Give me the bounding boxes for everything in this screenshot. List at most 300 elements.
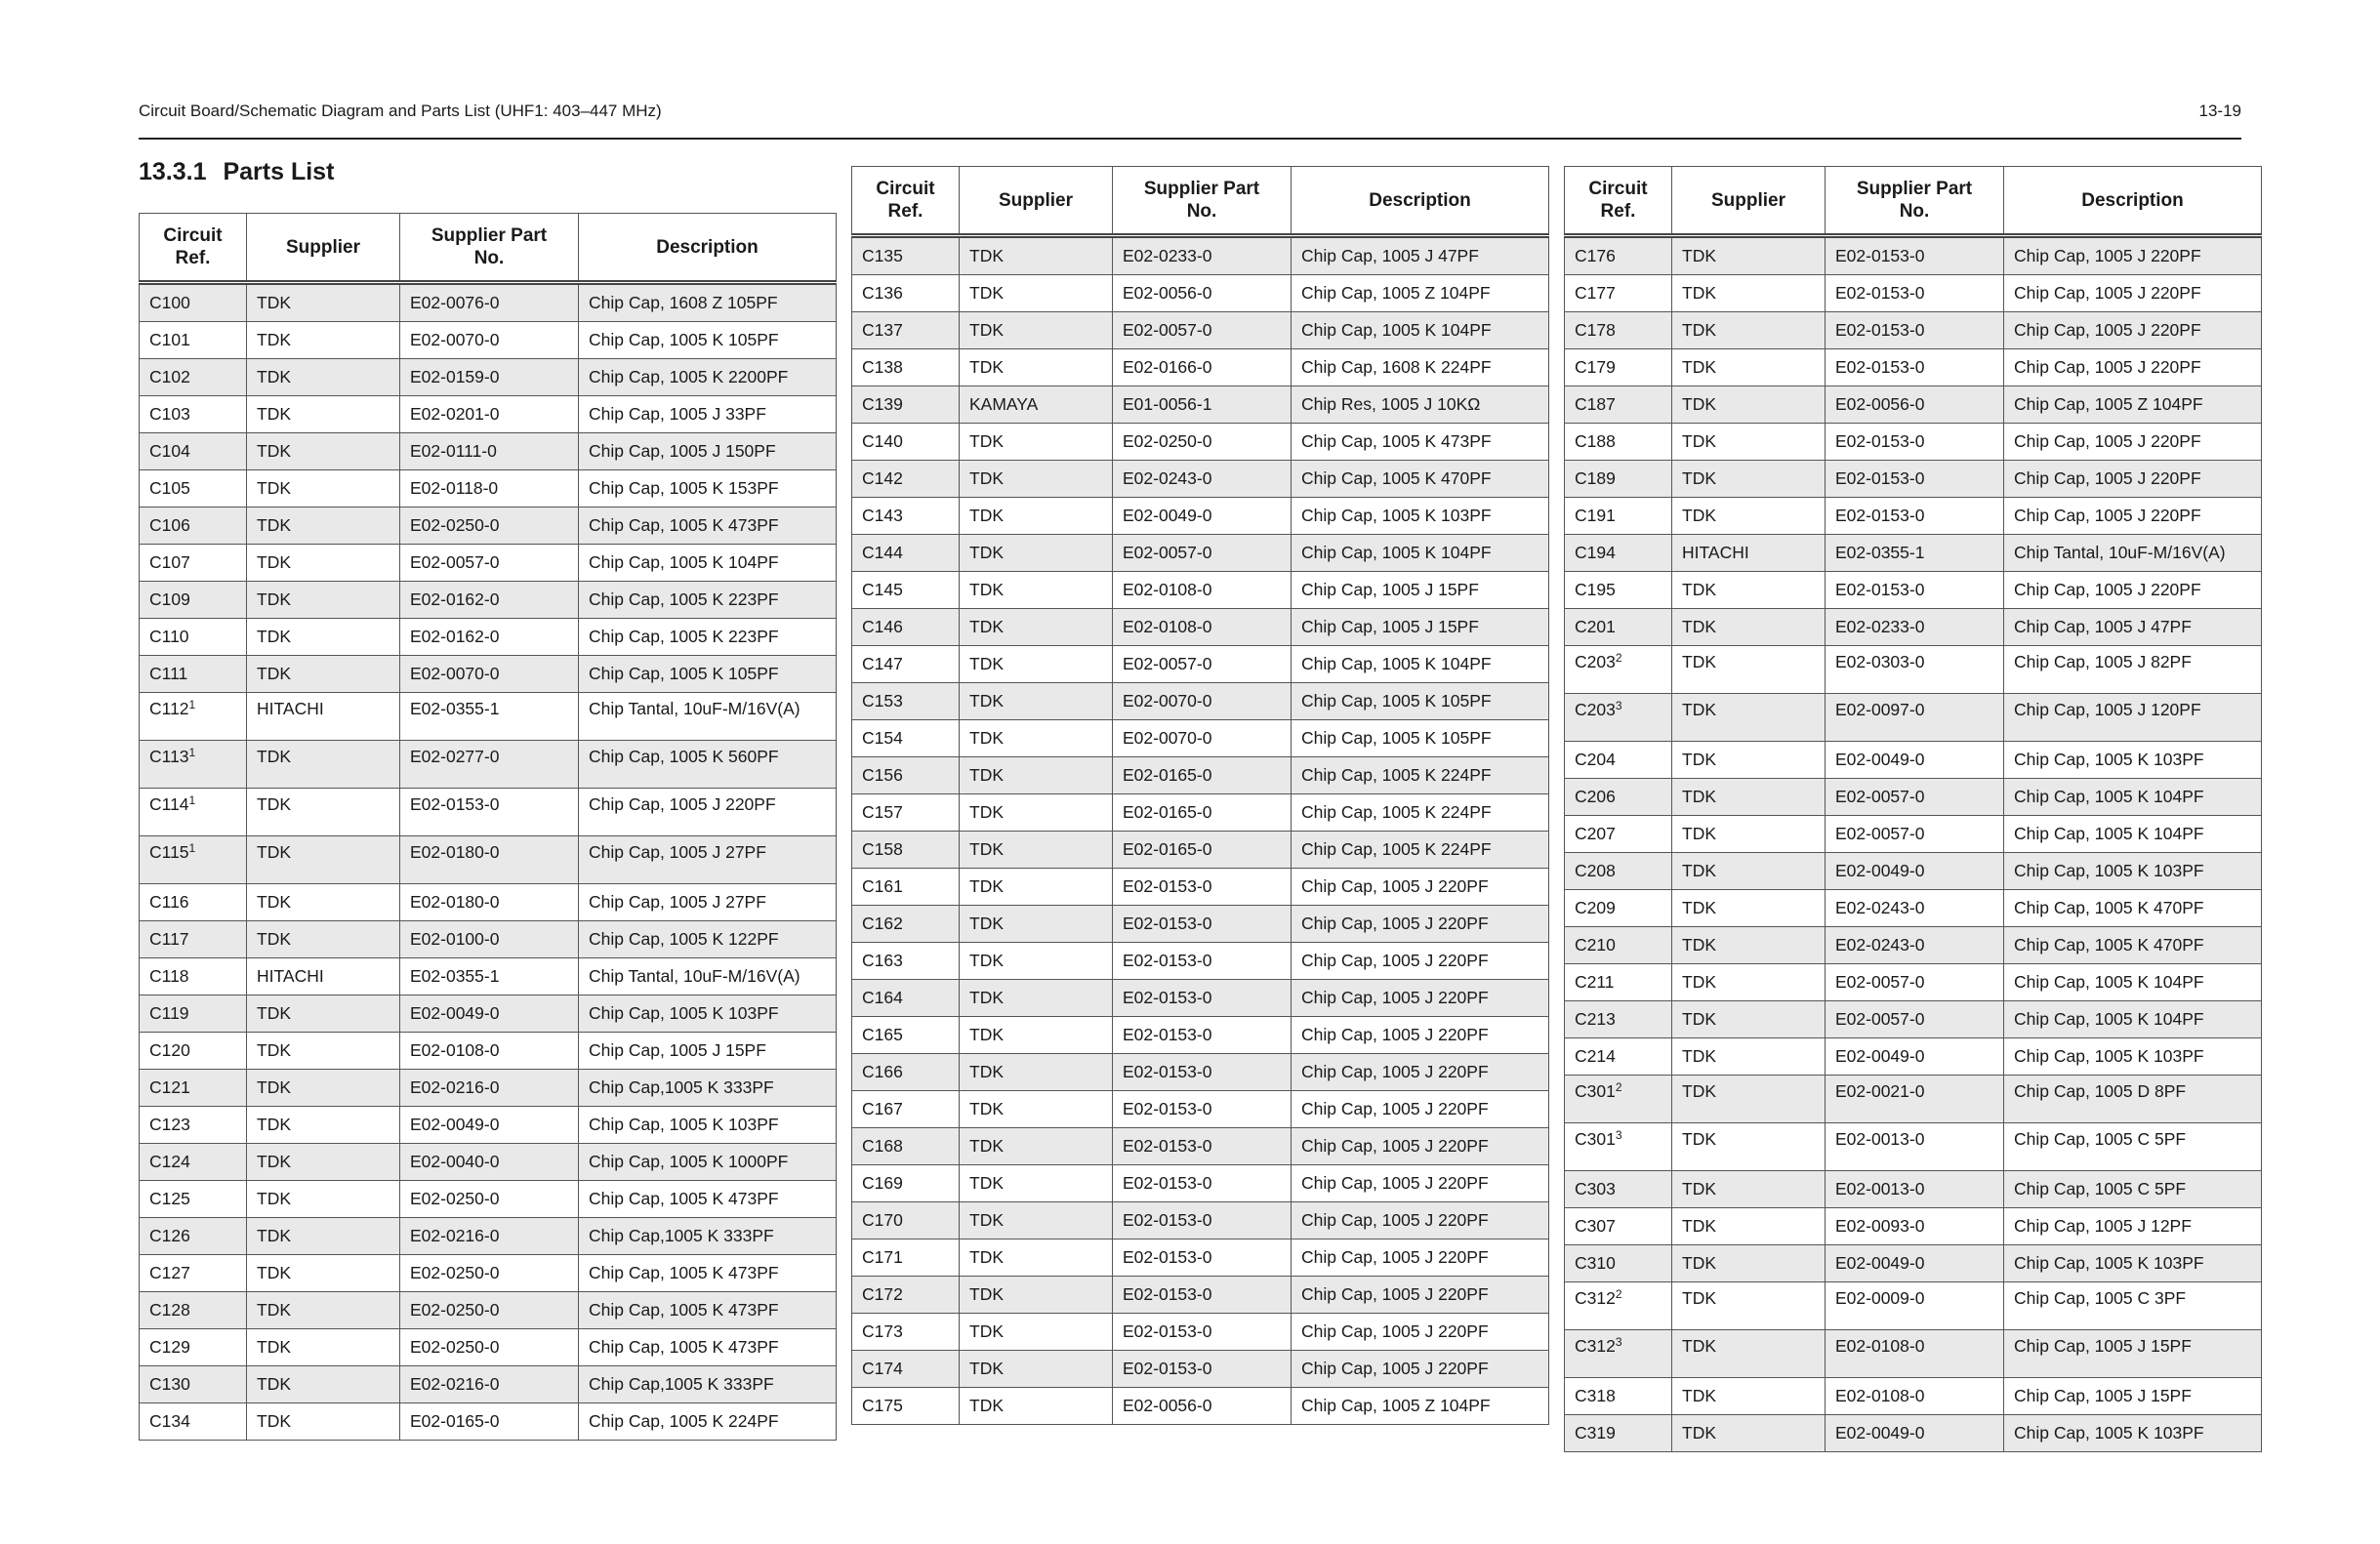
cell-supplier-part-no: E02-0153-0 [1113, 980, 1292, 1017]
cell-supplier: TDK [247, 1255, 400, 1292]
cell-supplier: TDK [1672, 779, 1826, 816]
table-row [1565, 1208, 2262, 1245]
cell-supplier: TDK [247, 1218, 400, 1255]
cell-supplier-part-no: E02-0056-0 [1113, 1388, 1292, 1425]
cell-supplier-part-no: E02-0233-0 [1826, 609, 2004, 646]
cell-supplier-part-no: E02-0153-0 [1113, 906, 1292, 943]
cell-supplier: TDK [960, 869, 1113, 906]
cell-circuit-ref: C170 [852, 1202, 960, 1239]
cell-circuit-ref: $C113^1$ [140, 741, 247, 789]
table-row [1565, 424, 2262, 461]
cell-supplier: TDK [1672, 1076, 1826, 1123]
cell-circuit-ref: C134 [140, 1403, 247, 1441]
cell-supplier-part-no: E02-0355-1 [1826, 535, 2004, 572]
cell-circuit-ref: C307 [1565, 1208, 1672, 1245]
cell-circuit-ref: C107 [140, 545, 247, 582]
table-row [1565, 312, 2262, 349]
cell-supplier: TDK [1672, 349, 1826, 386]
cell-supplier: TDK [960, 572, 1113, 609]
table-row [852, 609, 1549, 646]
table-header-row [140, 214, 837, 283]
table-row [140, 322, 837, 359]
cell-supplier: TDK [1672, 424, 1826, 461]
cell-circuit-ref: C105 [140, 470, 247, 508]
cell-circuit-ref: C129 [140, 1329, 247, 1366]
table-row [140, 1107, 837, 1144]
cell-supplier-part-no: E02-0049-0 [400, 1107, 579, 1144]
cell-supplier-part-no: E02-0108-0 [1826, 1378, 2004, 1415]
cell-circuit-ref: C130 [140, 1366, 247, 1403]
section-number: 13.3.1 [139, 158, 207, 185]
cell-supplier: TDK [960, 1017, 1113, 1054]
cell-circuit-ref: $C115^1$ [140, 836, 247, 884]
cell-description: Chip Cap, 1005 K 103PF [2004, 1245, 2262, 1282]
cell-supplier: TDK [247, 789, 400, 836]
cell-supplier-part-no: E02-0093-0 [1826, 1208, 2004, 1245]
table-row [140, 283, 837, 322]
table-row [140, 470, 837, 508]
header-circuit-ref: Circuit Ref. [1565, 167, 1672, 236]
cell-supplier: HITACHI [247, 958, 400, 995]
cell-supplier-part-no: E02-0153-0 [1113, 1314, 1292, 1351]
cell-description: Chip Cap, 1005 J 220PF [1292, 1239, 1549, 1277]
cell-circuit-ref: C163 [852, 943, 960, 980]
footnote-marker: 1 [188, 746, 196, 759]
cell-supplier-part-no: E02-0049-0 [1826, 742, 2004, 779]
cell-supplier-part-no: E02-0303-0 [1826, 646, 2004, 694]
cell-supplier-part-no: E02-0049-0 [400, 995, 579, 1033]
cell-circuit-ref: C168 [852, 1128, 960, 1165]
cell-supplier-part-no: E02-0070-0 [400, 656, 579, 693]
cell-supplier: TDK [1672, 1208, 1826, 1245]
cell-supplier-part-no: E02-0057-0 [1826, 779, 2004, 816]
cell-supplier: TDK [247, 619, 400, 656]
cell-description: Chip Cap, 1005 J 220PF [1292, 1277, 1549, 1314]
cell-supplier-part-no: E02-0355-1 [400, 693, 579, 741]
cell-description: Chip Cap,1005 K 333PF [579, 1366, 837, 1403]
header-circuit-ref: Circuit Ref. [140, 214, 247, 283]
cell-supplier-part-no: E02-0049-0 [1826, 1415, 2004, 1452]
table-row [852, 757, 1549, 794]
cell-supplier: TDK [247, 1292, 400, 1329]
footnote-marker: 3 [1615, 1335, 1622, 1349]
cell-description: Chip Cap, 1005 J 220PF [2004, 572, 2262, 609]
table-row [140, 433, 837, 470]
cell-supplier-part-no: E02-0153-0 [1113, 1351, 1292, 1388]
table-row [140, 1329, 837, 1366]
cell-description: Chip Cap, 1005 K 105PF [1292, 683, 1549, 720]
cell-circuit-ref: C179 [1565, 349, 1672, 386]
cell-circuit-ref: C319 [1565, 1415, 1672, 1452]
cell-supplier: TDK [960, 646, 1113, 683]
cell-description: Chip Tantal, 10uF-M/16V(A) [2004, 535, 2262, 572]
cell-description: Chip Cap, 1005 J 15PF [1292, 609, 1549, 646]
table-row [1565, 498, 2262, 535]
cell-supplier: TDK [247, 1329, 400, 1366]
footnote-marker: 1 [188, 793, 196, 807]
cell-circuit-ref: C177 [1565, 275, 1672, 312]
cell-circuit-ref: C176 [1565, 236, 1672, 275]
cell-circuit-ref: C171 [852, 1239, 960, 1277]
cell-circuit-ref: $C312^2$ [1565, 1282, 1672, 1330]
cell-circuit-ref: C126 [140, 1218, 247, 1255]
cell-supplier-part-no: E02-0243-0 [1113, 461, 1292, 498]
cell-description: Chip Cap, 1005 J 220PF [1292, 1017, 1549, 1054]
cell-supplier: TDK [247, 995, 400, 1033]
table-row [140, 619, 837, 656]
cell-supplier: TDK [1672, 646, 1826, 694]
table-row [1565, 779, 2262, 816]
table-row [140, 836, 837, 884]
cell-description: Chip Cap, 1005 J 220PF [1292, 1314, 1549, 1351]
table-row [1565, 890, 2262, 927]
table-row [852, 720, 1549, 757]
cell-description: Chip Cap, 1005 J 220PF [2004, 498, 2262, 535]
cell-supplier: TDK [1672, 1330, 1826, 1378]
cell-circuit-ref: C128 [140, 1292, 247, 1329]
table-row [1565, 1415, 2262, 1452]
cell-supplier: TDK [1672, 1282, 1826, 1330]
cell-supplier-part-no: E02-0153-0 [1113, 1017, 1292, 1054]
cell-supplier-part-no: E02-0153-0 [1826, 461, 2004, 498]
cell-circuit-ref: C157 [852, 794, 960, 832]
header-description: Description [2004, 167, 2262, 236]
cell-circuit-ref: $C112^1$ [140, 693, 247, 741]
cell-circuit-ref: C119 [140, 995, 247, 1033]
cell-description: Chip Res, 1005 J 10KΩ [1292, 386, 1549, 424]
cell-supplier-part-no: E02-0070-0 [1113, 720, 1292, 757]
cell-description: Chip Cap, 1005 J 27PF [579, 836, 837, 884]
cell-circuit-ref: C140 [852, 424, 960, 461]
cell-circuit-ref: C162 [852, 906, 960, 943]
cell-supplier: TDK [960, 1351, 1113, 1388]
table-row [1565, 1123, 2262, 1171]
table-row [852, 1054, 1549, 1091]
section-title: Parts List [223, 158, 335, 185]
cell-description: Chip Cap, 1005 Z 104PF [2004, 386, 2262, 424]
cell-circuit-ref: C209 [1565, 890, 1672, 927]
cell-description: Chip Cap, 1005 J 15PF [579, 1033, 837, 1070]
cell-circuit-ref: $C203^2$ [1565, 646, 1672, 694]
cell-supplier-part-no: E02-0165-0 [1113, 757, 1292, 794]
cell-supplier-part-no: E02-0180-0 [400, 836, 579, 884]
cell-circuit-ref: C121 [140, 1070, 247, 1107]
cell-description: Chip Cap, 1005 Z 104PF [1292, 1388, 1549, 1425]
cell-supplier: TDK [247, 741, 400, 789]
cell-circuit-ref: C211 [1565, 964, 1672, 1001]
header-supplier-part-no: Supplier Part No. [1113, 167, 1292, 236]
cell-description: Chip Cap, 1005 J 220PF [2004, 236, 2262, 275]
cell-description: Chip Cap, 1005 K 223PF [579, 619, 837, 656]
cell-supplier-part-no: E02-0250-0 [400, 1329, 579, 1366]
running-header [139, 102, 2241, 131]
cell-supplier: TDK [960, 275, 1113, 312]
table-row [140, 921, 837, 958]
cell-circuit-ref: C109 [140, 582, 247, 619]
table-row [1565, 1038, 2262, 1076]
cell-supplier: TDK [960, 1314, 1113, 1351]
cell-circuit-ref: C167 [852, 1091, 960, 1128]
cell-circuit-ref: C146 [852, 609, 960, 646]
cell-description: Chip Cap, 1005 K 104PF [1292, 646, 1549, 683]
table-row [852, 535, 1549, 572]
cell-supplier: TDK [960, 461, 1113, 498]
header-supplier: Supplier [960, 167, 1113, 236]
cell-circuit-ref: C310 [1565, 1245, 1672, 1282]
cell-supplier: TDK [247, 1403, 400, 1441]
cell-description: Chip Cap, 1005 K 224PF [1292, 832, 1549, 869]
table-row [1565, 535, 2262, 572]
table-row [1565, 349, 2262, 386]
cell-circuit-ref: C164 [852, 980, 960, 1017]
cell-circuit-ref: C210 [1565, 927, 1672, 964]
cell-circuit-ref: C118 [140, 958, 247, 995]
cell-circuit-ref: C161 [852, 869, 960, 906]
cell-description: Chip Cap, 1005 K 2200PF [579, 359, 837, 396]
cell-description: Chip Cap, 1005 J 220PF [2004, 312, 2262, 349]
cell-description: Chip Cap, 1005 K 104PF [2004, 779, 2262, 816]
cell-supplier: TDK [247, 884, 400, 921]
cell-supplier: TDK [247, 359, 400, 396]
table-row [852, 1165, 1549, 1202]
cell-circuit-ref: C103 [140, 396, 247, 433]
cell-supplier: TDK [1672, 853, 1826, 890]
cell-description: Chip Cap, 1005 J 220PF [1292, 1054, 1549, 1091]
table-row [852, 236, 1549, 275]
cell-supplier-part-no: E02-0243-0 [1826, 890, 2004, 927]
table-row [1565, 1171, 2262, 1208]
cell-supplier: TDK [960, 720, 1113, 757]
table-row [1565, 853, 2262, 890]
cell-supplier-part-no: E02-0009-0 [1826, 1282, 2004, 1330]
cell-supplier-part-no: E02-0057-0 [1826, 1001, 2004, 1038]
cell-circuit-ref: C117 [140, 921, 247, 958]
cell-description: Chip Cap, 1005 K 223PF [579, 582, 837, 619]
cell-circuit-ref: C104 [140, 433, 247, 470]
cell-circuit-ref: C102 [140, 359, 247, 396]
cell-circuit-ref: C175 [852, 1388, 960, 1425]
cell-supplier: TDK [1672, 461, 1826, 498]
table-row [852, 572, 1549, 609]
cell-supplier-part-no: E02-0013-0 [1826, 1171, 2004, 1208]
cell-description: Chip Cap, 1005 J 12PF [2004, 1208, 2262, 1245]
table-row [140, 995, 837, 1033]
cell-supplier: TDK [960, 236, 1113, 275]
cell-supplier: TDK [960, 906, 1113, 943]
table-row [852, 683, 1549, 720]
table-row [140, 789, 837, 836]
table-row [1565, 927, 2262, 964]
cell-description: Chip Cap, 1005 J 220PF [1292, 1165, 1549, 1202]
cell-supplier-part-no: E02-0108-0 [400, 1033, 579, 1070]
cell-supplier-part-no: E02-0153-0 [1113, 1202, 1292, 1239]
table-row [1565, 1076, 2262, 1123]
cell-description: Chip Cap, 1005 K 104PF [579, 545, 837, 582]
table-row [140, 359, 837, 396]
cell-supplier-part-no: E02-0233-0 [1113, 236, 1292, 275]
cell-supplier: TDK [247, 1144, 400, 1181]
cell-description: Chip Cap, 1005 K 104PF [2004, 1001, 2262, 1038]
cell-circuit-ref: C204 [1565, 742, 1672, 779]
header-supplier: Supplier [247, 214, 400, 283]
cell-circuit-ref: C214 [1565, 1038, 1672, 1076]
table-row [852, 424, 1549, 461]
table-row [852, 1202, 1549, 1239]
cell-supplier-part-no: E02-0165-0 [1113, 832, 1292, 869]
cell-supplier: TDK [247, 1033, 400, 1070]
cell-description: Chip Cap, 1005 K 473PF [579, 1181, 837, 1218]
table-row [140, 508, 837, 545]
cell-description: Chip Cap, 1608 Z 105PF [579, 283, 837, 322]
table-row [852, 349, 1549, 386]
cell-circuit-ref: C201 [1565, 609, 1672, 646]
cell-description: Chip Cap, 1005 K 224PF [579, 1403, 837, 1441]
cell-supplier: TDK [1672, 890, 1826, 927]
table-row [140, 1403, 837, 1441]
cell-description: Chip Cap, 1005 K 103PF [2004, 853, 2262, 890]
table-row [852, 1277, 1549, 1314]
cell-circuit-ref: $C312^3$ [1565, 1330, 1672, 1378]
cell-description: Chip Cap, 1005 K 104PF [2004, 816, 2262, 853]
table-row [1565, 742, 2262, 779]
cell-description: Chip Cap, 1005 J 220PF [1292, 1202, 1549, 1239]
cell-supplier-part-no: E02-0250-0 [400, 1255, 579, 1292]
table-row [140, 1070, 837, 1107]
cell-description: Chip Cap, 1005 D 8PF [2004, 1076, 2262, 1123]
table-row [140, 1144, 837, 1181]
cell-supplier-part-no: E02-0153-0 [1826, 236, 2004, 275]
cell-supplier: TDK [1672, 742, 1826, 779]
cell-description: Chip Cap, 1005 K 473PF [579, 1329, 837, 1366]
cell-supplier: TDK [960, 757, 1113, 794]
cell-supplier-part-no: E02-0111-0 [400, 433, 579, 470]
cell-supplier: TDK [1672, 386, 1826, 424]
cell-description: Chip Cap, 1005 K 470PF [2004, 927, 2262, 964]
cell-circuit-ref: C136 [852, 275, 960, 312]
cell-description: Chip Cap, 1005 K 470PF [1292, 461, 1549, 498]
cell-supplier: TDK [1672, 1171, 1826, 1208]
header-supplier-part-no: Supplier Part No. [400, 214, 579, 283]
table-row [140, 958, 837, 995]
cell-circuit-ref: C127 [140, 1255, 247, 1292]
cell-supplier: HITACHI [1672, 535, 1826, 572]
cell-supplier: TDK [1672, 572, 1826, 609]
cell-circuit-ref: C169 [852, 1165, 960, 1202]
cell-circuit-ref: $C301^3$ [1565, 1123, 1672, 1171]
cell-supplier-part-no: E02-0056-0 [1826, 386, 2004, 424]
cell-supplier-part-no: E02-0108-0 [1826, 1330, 2004, 1378]
cell-description: Chip Cap,1005 K 333PF [579, 1218, 837, 1255]
cell-supplier-part-no: E02-0250-0 [1113, 424, 1292, 461]
cell-circuit-ref: C173 [852, 1314, 960, 1351]
table-row [140, 1366, 837, 1403]
cell-description: Chip Cap, 1005 J 220PF [2004, 275, 2262, 312]
table-row [1565, 1330, 2262, 1378]
cell-circuit-ref: C166 [852, 1054, 960, 1091]
cell-supplier-part-no: E02-0153-0 [1826, 275, 2004, 312]
cell-description: Chip Cap, 1005 K 105PF [1292, 720, 1549, 757]
cell-supplier-part-no: E02-0355-1 [400, 958, 579, 995]
cell-supplier-part-no: E02-0076-0 [400, 283, 579, 322]
cell-supplier-part-no: E02-0153-0 [1113, 1165, 1292, 1202]
cell-supplier-part-no: E02-0049-0 [1826, 853, 2004, 890]
cell-supplier-part-no: E02-0166-0 [1113, 349, 1292, 386]
cell-supplier-part-no: E02-0153-0 [1826, 312, 2004, 349]
cell-supplier-part-no: E02-0153-0 [1113, 943, 1292, 980]
cell-supplier-part-no: E02-0250-0 [400, 508, 579, 545]
cell-circuit-ref: C156 [852, 757, 960, 794]
cell-description: Chip Cap, 1005 C 3PF [2004, 1282, 2262, 1330]
cell-supplier: TDK [960, 980, 1113, 1017]
cell-supplier-part-no: E02-0118-0 [400, 470, 579, 508]
cell-supplier: TDK [1672, 927, 1826, 964]
table-row [852, 1091, 1549, 1128]
cell-supplier: TDK [960, 794, 1113, 832]
cell-supplier-part-no: E02-0165-0 [400, 1403, 579, 1441]
cell-circuit-ref: C172 [852, 1277, 960, 1314]
cell-supplier: TDK [247, 921, 400, 958]
cell-supplier: TDK [247, 1366, 400, 1403]
cell-supplier: TDK [1672, 275, 1826, 312]
table-header-row [1565, 167, 2262, 236]
cell-description: Chip Cap, 1005 K 153PF [579, 470, 837, 508]
table-row [852, 1388, 1549, 1425]
table-row [852, 1351, 1549, 1388]
table-row [140, 884, 837, 921]
cell-description: Chip Cap, 1005 K 470PF [2004, 890, 2262, 927]
cell-description: Chip Cap, 1005 C 5PF [2004, 1171, 2262, 1208]
cell-description: Chip Cap, 1005 K 473PF [579, 1292, 837, 1329]
cell-circuit-ref: C207 [1565, 816, 1672, 853]
cell-supplier: TDK [1672, 1378, 1826, 1415]
cell-supplier: TDK [960, 1277, 1113, 1314]
header-circuit-ref: Circuit Ref. [852, 167, 960, 236]
cell-supplier: TDK [960, 312, 1113, 349]
table-row [852, 980, 1549, 1017]
cell-description: Chip Cap, 1005 J 220PF [1292, 869, 1549, 906]
cell-supplier: TDK [247, 656, 400, 693]
cell-description: Chip Cap, 1005 K 122PF [579, 921, 837, 958]
cell-circuit-ref: C174 [852, 1351, 960, 1388]
cell-description: Chip Cap, 1005 K 473PF [579, 508, 837, 545]
cell-supplier-part-no: E02-0216-0 [400, 1070, 579, 1107]
cell-description: Chip Cap, 1005 J 220PF [1292, 1128, 1549, 1165]
cell-supplier: TDK [247, 470, 400, 508]
table-row [1565, 572, 2262, 609]
table-row [1565, 1378, 2262, 1415]
cell-description: Chip Cap, 1005 J 47PF [2004, 609, 2262, 646]
cell-supplier: TDK [960, 943, 1113, 980]
cell-circuit-ref: C135 [852, 236, 960, 275]
cell-description: Chip Cap, 1005 C 5PF [2004, 1123, 2262, 1171]
cell-description: Chip Cap, 1005 K 103PF [2004, 742, 2262, 779]
table-row [1565, 964, 2262, 1001]
table-row [140, 545, 837, 582]
footnote-marker: 3 [1615, 1128, 1622, 1142]
cell-supplier: HITACHI [247, 693, 400, 741]
cell-description: Chip Cap, 1005 Z 104PF [1292, 275, 1549, 312]
table-row [852, 832, 1549, 869]
cell-description: Chip Cap, 1005 K 473PF [1292, 424, 1549, 461]
cell-circuit-ref: C123 [140, 1107, 247, 1144]
cell-supplier-part-no: E02-0165-0 [1113, 794, 1292, 832]
parts-table [851, 166, 1549, 1425]
cell-description: Chip Cap, 1005 K 560PF [579, 741, 837, 789]
cell-description: Chip Cap,1005 K 333PF [579, 1070, 837, 1107]
cell-supplier: TDK [1672, 312, 1826, 349]
header-supplier-part-no: Supplier Part No. [1826, 167, 2004, 236]
cell-description: Chip Cap, 1005 K 224PF [1292, 757, 1549, 794]
